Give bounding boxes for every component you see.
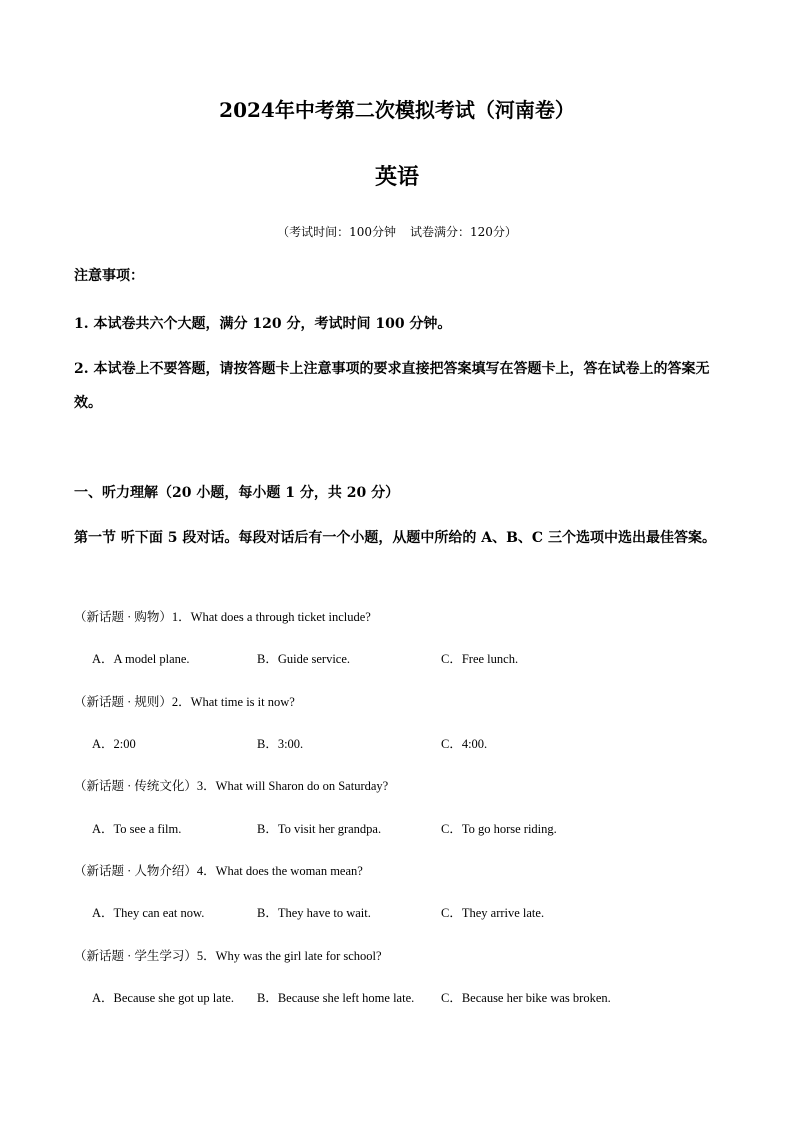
notes-item-2: 2. 本试卷上不要答题，请按答题卡上注意事项的要求直接把答案填写在答题卡上，答在试卷上的答案无效。 [74,361,710,411]
notes-heading: 注意事项： [74,268,144,284]
notes-item-1: 1. 本试卷共六个大题，满分 120 分，考试时间 100 分钟。 [74,316,452,332]
question-4-option-a: A．They can eat now. [92,906,205,920]
full-score: 试卷满分：120分） [410,225,517,239]
question-1-option-a: A．A model plane. [92,652,190,666]
question-3-option-a: A．To see a film. [92,822,182,836]
exam-title: 2024年中考第二次模拟考试（河南卷） [219,98,575,122]
question-prompt-1: （新话题 · 购物）1．What does a through ticket include? [74,610,371,624]
exam-info [0,222,794,242]
section-heading: 一、听力理解（20 小题，每小题 1 分，共 20 分） [74,485,400,501]
question-4-option-b: B．They have to wait. [257,906,371,920]
question-4-option-c: C．They arrive late. [441,906,545,920]
exam-time: （考试时间：100分钟 [277,225,396,239]
question-5-option-a: A．Because she got up late. [92,991,234,1005]
question-3-option-c: C．To go horse riding. [441,822,557,836]
question-1-option-c: C．Free lunch. [441,652,519,666]
question-prompt-5: （新话题 · 学生学习）5．Why was the girl late for school? [74,949,382,963]
question-prompt-3: （新话题 · 传统文化）3．What will Sharon do on Saturday? [74,779,389,793]
question-3-option-b: B．To visit her grandpa. [257,822,382,836]
question-5-option-c: C．Because her bike was broken. [441,991,611,1005]
question-2-option-a: A．2:00 [92,737,136,751]
question-2-option-c: C．4:00. [441,737,488,751]
question-2-option-b: B．3:00. [257,737,304,751]
question-prompt-4: （新话题 · 人物介绍）4．What does the woman mean? [74,864,363,878]
question-prompt-2: （新话题 · 规则）2．What time is it now? [74,695,295,709]
section-instruction: 第一节 听下面 5 段对话。每段对话后有一个小题，从题中所给的 A、B、C 三个选项中选出最佳答案。 [74,530,716,546]
subject-title: 英语 [374,164,419,190]
question-5-option-b: B．Because she left home late. [257,991,415,1005]
question-1-option-b: B．Guide service. [257,652,351,666]
